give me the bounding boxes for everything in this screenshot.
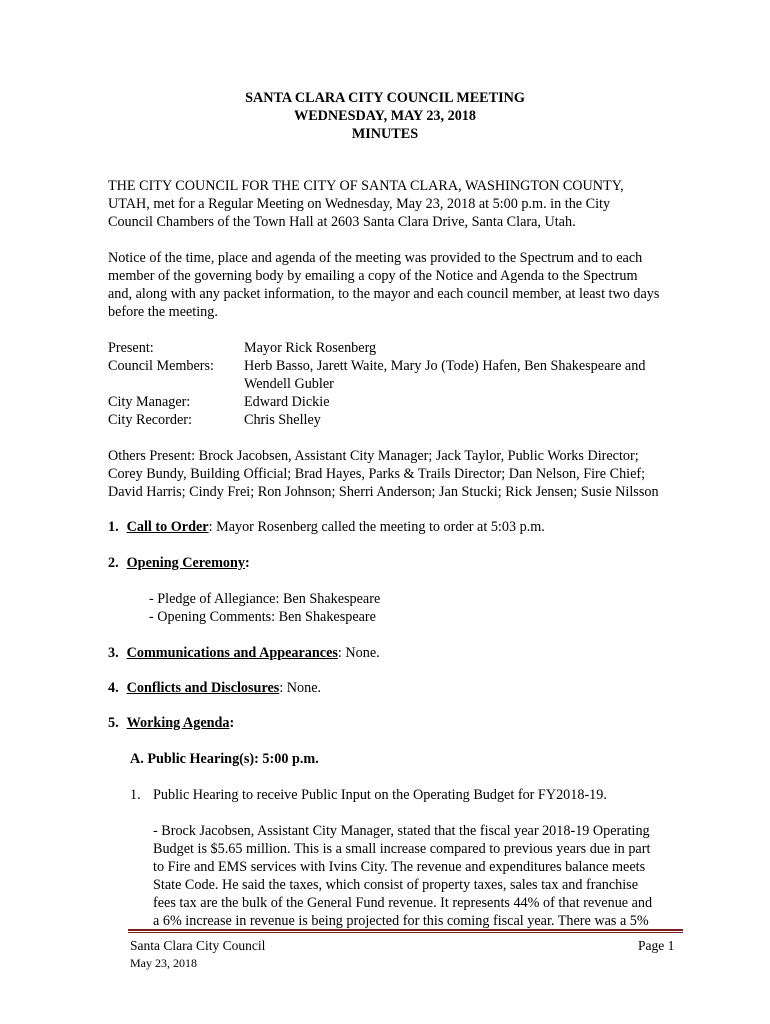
item-colon: : — [229, 715, 235, 731]
item-number: 5. — [108, 715, 119, 731]
clipped-line-container — [0, 912, 770, 928]
footer-rule — [128, 929, 683, 931]
hearing-number: 1. — [130, 787, 141, 803]
public-hearing-heading: A. Public Hearing(s): 5:00 p.m. — [130, 751, 319, 767]
notice-line: member of the governing body by emailing a copy of the Notice and Agenda to the Spectrum — [108, 268, 638, 284]
footer-date: May 23, 2018 — [130, 956, 197, 970]
footer-page-number: Page 1 — [638, 938, 675, 953]
item-number: 2. — [108, 555, 119, 571]
agenda-item-call-to-order — [108, 518, 545, 536]
item-colon: : — [245, 555, 250, 571]
present-label: Present: — [108, 340, 154, 356]
notice-line: and, along with any packet information, to the mayor and each council member, at least two days — [108, 286, 660, 302]
ceremony-subitem: - Opening Comments: Ben Shakespeare — [149, 609, 376, 625]
manager-label: City Manager: — [108, 394, 191, 410]
council-value-cont: Wendell Gubler — [244, 376, 334, 392]
agenda-item-conflicts — [108, 679, 321, 697]
present-value: Mayor Rick Rosenberg — [244, 340, 377, 356]
ceremony-subitem: - Pledge of Allegiance: Ben Shakespeare — [149, 591, 381, 607]
item-text: : None. — [279, 680, 322, 696]
item-text: : None. — [337, 645, 380, 661]
council-value: Herb Basso, Jarett Waite, Mary Jo (Tode) Hafen, Ben Shakespeare and — [244, 358, 646, 374]
hearing-body-line: fees tax are the bulk of the General Fund revenue. It represents 44% of that revenue and — [153, 895, 653, 911]
others-line: Others Present: Brock Jacobsen, Assistant City Manager; Jack Taylor, Public Works Director; — [108, 448, 639, 464]
hearing-body-line: a 6% increase in revenue is being projected for this coming fiscal year. There was a 5% — [153, 913, 649, 928]
notice-line: before the meeting. — [108, 304, 218, 320]
agenda-item-opening-ceremony — [108, 554, 250, 572]
recorder-value: Chris Shelley — [244, 412, 321, 428]
recorder-label: City Recorder: — [108, 412, 192, 428]
footer-rule-thin — [128, 932, 683, 933]
title-line-1: SANTA CLARA CITY COUNCIL MEETING — [245, 90, 525, 106]
intro-line: THE CITY COUNCIL FOR THE CITY OF SANTA CLARA, WASHINGTON COUNTY, — [108, 178, 624, 194]
item-title: Communications and Appearances — [126, 645, 338, 661]
council-label: Council Members: — [108, 358, 214, 374]
item-number: 4. — [108, 680, 119, 696]
item-number: 3. — [108, 645, 119, 661]
title-line-2: WEDNESDAY, MAY 23, 2018 — [294, 108, 476, 124]
others-line: Corey Bundy, Building Official; Brad Hayes, Parks & Trails Director; Dan Nelson, Fire Chief; — [108, 466, 646, 482]
others-line: David Harris; Cindy Frei; Ron Johnson; Sherri Anderson; Jan Stucki; Rick Jensen; Susie Nilsson — [108, 484, 659, 500]
hearing-body-line: State Code. He said the taxes, which consist of property taxes, sales tax and franchise — [153, 877, 638, 893]
hearing-body-line: - Brock Jacobsen, Assistant City Manager, stated that the fiscal year 2018-19 Operating — [153, 823, 650, 839]
hearing-title: Public Hearing to receive Public Input on the Operating Budget for FY2018-19. — [153, 787, 607, 803]
title-line-3: MINUTES — [351, 126, 419, 142]
item-title: Working Agenda — [126, 715, 230, 731]
hearing-body-line: to Fire and EMS services with Ivins City. The revenue and expenditures balance meets — [153, 859, 646, 875]
agenda-item-working-agenda — [108, 714, 234, 732]
agenda-item-communications — [108, 644, 380, 662]
intro-line: UTAH, met for a Regular Meeting on Wednesday, May 23, 2018 at 5:00 p.m. in the City — [108, 196, 611, 212]
item-number: 1. — [108, 519, 119, 535]
footer-left: Santa Clara City Council — [130, 938, 266, 953]
item-title: Conflicts and Disclosures — [126, 680, 280, 696]
intro-line: Council Chambers of the Town Hall at 2603 Santa Clara Drive, Santa Clara, Utah. — [108, 214, 576, 230]
hearing-body-line: Budget is $5.65 million. This is a small increase compared to previous years due in part — [153, 841, 651, 857]
manager-value: Edward Dickie — [244, 394, 330, 410]
item-title: Call to Order — [126, 519, 209, 535]
item-text: : Mayor Rosenberg called the meeting to order at 5:03 p.m. — [208, 519, 545, 535]
item-title: Opening Ceremony — [126, 555, 246, 571]
notice-line: Notice of the time, place and agenda of the meeting was provided to the Spectrum and to each — [108, 250, 643, 266]
